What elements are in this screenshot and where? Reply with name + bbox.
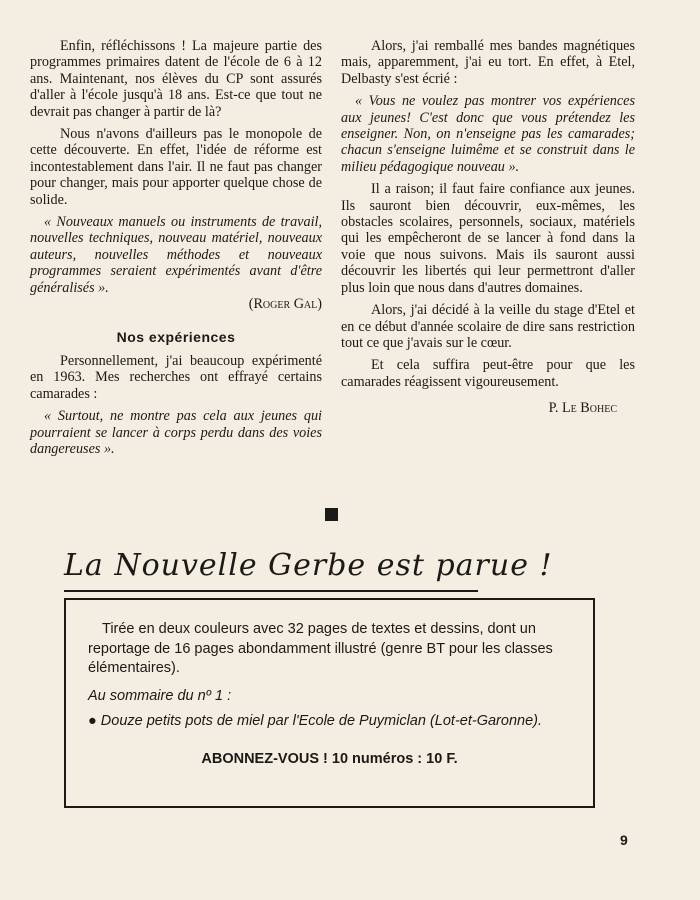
paragraph: Et cela suffira peut-être pour que les camarades réagissent vigoureusement. xyxy=(341,357,635,390)
paragraph: Alors, j'ai décidé à la veille du stage d'Etel et en ce début d'année scolaire de dire sans restriction tout ce que j'avais sur le cœur. xyxy=(341,302,635,351)
right-column xyxy=(341,38,635,417)
subscribe-line: ABONNEZ-VOUS ! 10 numéros : 10 F. xyxy=(201,750,458,767)
page-number: 9 xyxy=(620,832,628,848)
announcement-box xyxy=(64,598,595,808)
sommaire-label: Au sommaire du nº 1 : xyxy=(88,687,232,704)
paragraph: Enfin, réfléchissons ! La majeure partie des programmes primaires datent de l'école de 6 à 12 ans. Maintenant, nos élèves du CP sont assurés d'aller à l'école jusqu'à 18 ans. Est-ce que tout ne devrait pas changer à partir de là? xyxy=(30,38,322,120)
left-column xyxy=(30,38,322,457)
quote: « Nouveaux manuels ou instruments de travail, nouvelles techniques, nouveau matériel, nouveaux auteurs, nouvelles méthodes et nouveaux programmes seraient expérimentés avant d'être généralisés ». xyxy=(30,214,322,296)
signature: P. Le Bohec xyxy=(548,400,617,417)
paragraph: Personnellement, j'ai beaucoup expérimenté en 1963. Mes recherches ont effrayé certains camarades : xyxy=(30,352,322,402)
quote: « Surtout, ne montre pas cela aux jeunes qui pourraient se lancer à corps perdu dans des voies dangereuses ». xyxy=(30,408,322,457)
announcement-headline: La Nouvelle Gerbe est parue ! xyxy=(64,548,553,583)
announcement-intro: Tirée en deux couleurs avec 32 pages de textes et dessins, dont un reportage de 16 pages abondamment illustré (genre BT pour les classes élémentaires). xyxy=(88,621,553,676)
paragraph: Nous n'avons d'ailleurs pas le monopole de cette découverte. En effet, l'idée de réforme est incontestablement dans l'air. Il ne faut pas changer pour changer, mais pour apporter quelque chose de solide. xyxy=(30,126,322,208)
quote: « Vous ne voulez pas montrer vos expériences aux jeunes! C'est donc que vous prétendez les enseigner. Non, on n'enseigne pas les camarades; chacun s'enseigne luimême et se construit dans le milieu pédagogique nouveau ». xyxy=(341,93,635,175)
separator-square-icon xyxy=(325,508,338,521)
paragraph: Il a raison; il faut faire confiance aux jeunes. Ils sauront bien découvrir, eux-mêmes, les obstacles scolaires, personnels, sociaux, matériels qui les empêcheront de se lancer à fond dans la voie que nous suivons. Mais ils sauront aussi découvrir les libertés qui leur permettront d'aller plus loin que nous dans d'autres domaines. xyxy=(341,181,635,296)
headline-underline xyxy=(64,590,478,592)
quote-author: (Roger Gal) xyxy=(248,296,322,313)
paragraph: Alors, j'ai remballé mes bandes magnétiques mais, apparemment, j'ai eu tort. En effet, à Etel, Delbasty s'est écrié : xyxy=(341,38,635,87)
sommaire-item: ● Douze petits pots de miel par l'Ecole de Puymiclan (Lot-et-Garonne). xyxy=(88,713,542,729)
section-title: Nos expériences xyxy=(116,328,236,345)
